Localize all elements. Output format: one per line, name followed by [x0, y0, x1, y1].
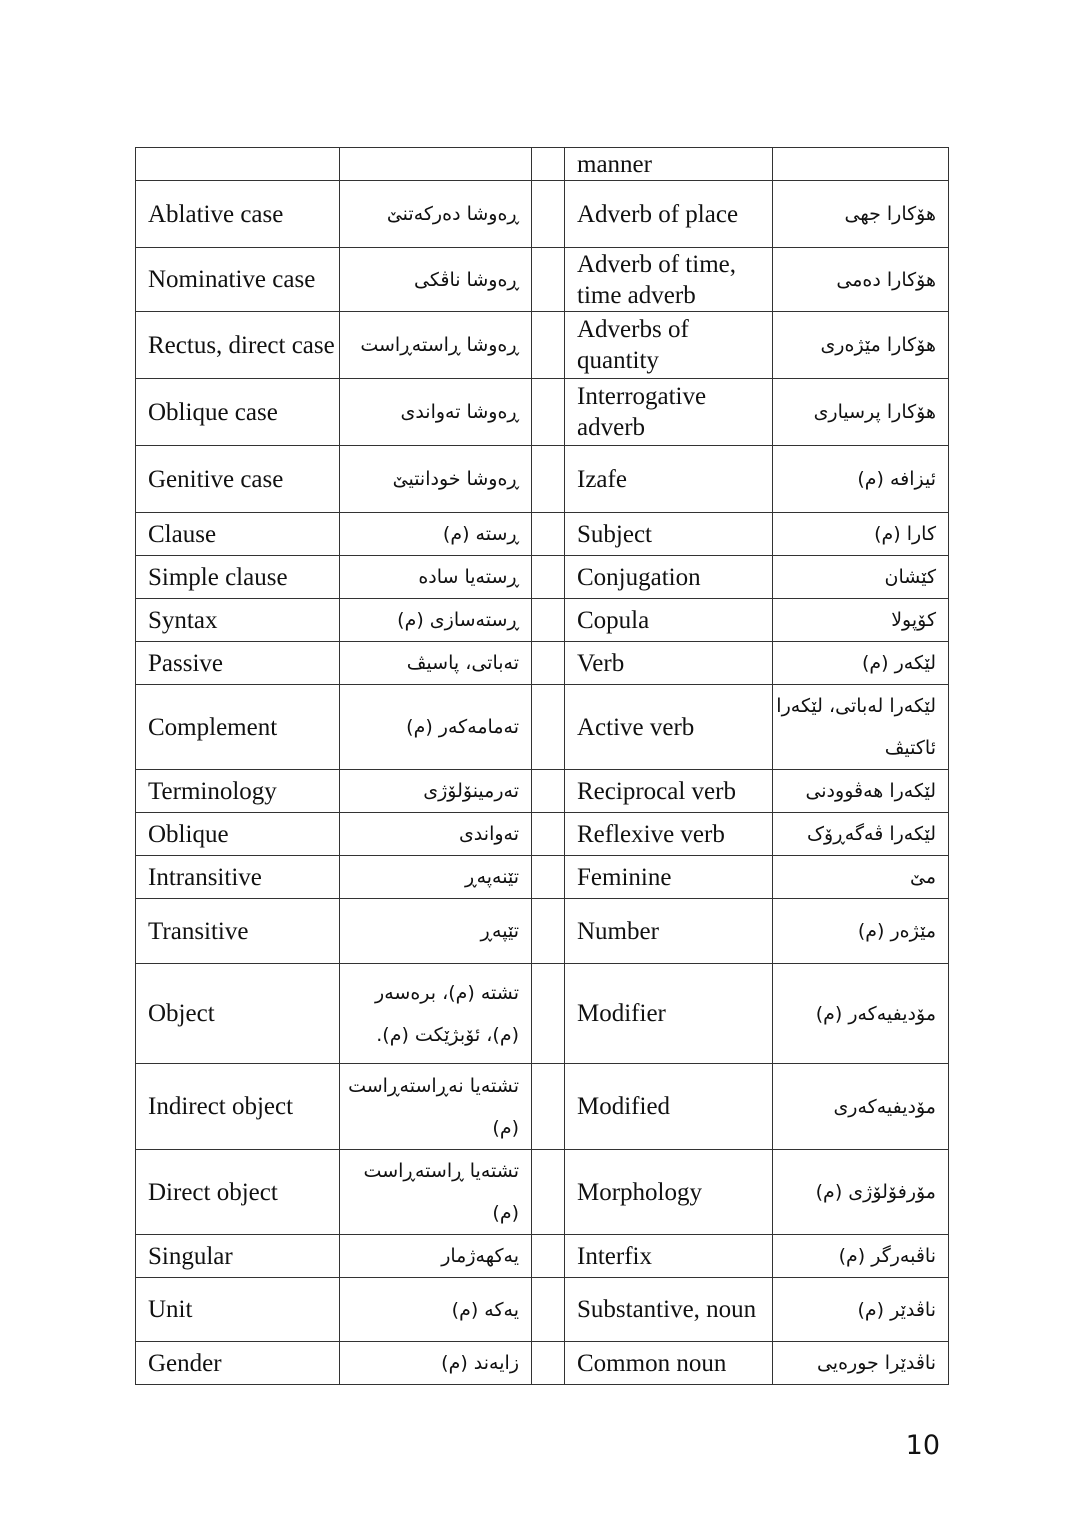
- kurdish-term: لێکەر (م): [773, 642, 949, 685]
- kurdish-term: تێنەپەڕ: [340, 856, 532, 899]
- english-term: Conjugation: [565, 556, 773, 599]
- spacer-cell: [532, 1278, 565, 1342]
- kurdish-term: ناڤبەرگر (م): [773, 1235, 949, 1278]
- kurdish-term: [340, 148, 532, 181]
- kurdish-term: تەواندی: [340, 813, 532, 856]
- english-term: Copula: [565, 599, 773, 642]
- table-row: [136, 1235, 949, 1278]
- english-term: Reciprocal verb: [565, 770, 773, 813]
- table-row: [136, 379, 949, 446]
- english-term: Syntax: [136, 599, 340, 642]
- table-row: [136, 642, 949, 685]
- kurdish-term: هۆکارا دەمی: [773, 248, 949, 312]
- english-term: Object: [136, 964, 340, 1064]
- kurdish-term: یەکهەژمار: [340, 1235, 532, 1278]
- kurdish-term: مێ: [773, 856, 949, 899]
- english-term: Modifier: [565, 964, 773, 1064]
- kurdish-term: کۆپولا: [773, 599, 949, 642]
- table-row: [136, 513, 949, 556]
- kurdish-term: ڕەوشا دەرکەتنێ: [340, 181, 532, 248]
- english-term: Transitive: [136, 899, 340, 964]
- kurdish-term: تشتە (م)، برەسەر (م)، ئۆبژێکت (م).: [340, 964, 532, 1064]
- spacer-cell: [532, 379, 565, 446]
- spacer-cell: [532, 599, 565, 642]
- spacer-cell: [532, 899, 565, 964]
- glossary-table: [135, 147, 949, 1385]
- table-row: [136, 899, 949, 964]
- kurdish-term: لێکەرا هەڤوودنی: [773, 770, 949, 813]
- kurdish-term: تەباتی، پاسیڤ: [340, 642, 532, 685]
- table-row: [136, 599, 949, 642]
- english-term: Active verb: [565, 685, 773, 770]
- kurdish-term: لێکەرا لەباتی، لێکەرا ئاکتیڤ: [773, 685, 949, 770]
- english-term: Rectus, direct case: [136, 312, 340, 379]
- spacer-cell: [532, 642, 565, 685]
- english-term: Passive: [136, 642, 340, 685]
- spacer-cell: [532, 1064, 565, 1150]
- table-row: [136, 1150, 949, 1235]
- spacer-cell: [532, 1150, 565, 1235]
- kurdish-term: هۆکارا پرسیاری: [773, 379, 949, 446]
- english-term: Oblique case: [136, 379, 340, 446]
- kurdish-term: هۆکارا جهی: [773, 181, 949, 248]
- english-term: Adverb of time, time adverb: [565, 248, 773, 312]
- english-term: Singular: [136, 1235, 340, 1278]
- english-term: Feminine: [565, 856, 773, 899]
- english-term: Indirect object: [136, 1064, 340, 1150]
- kurdish-term: مۆرفۆلۆژی (م): [773, 1150, 949, 1235]
- kurdish-term: ڕەوشا ناڤکی: [340, 248, 532, 312]
- kurdish-term: کارا (م): [773, 513, 949, 556]
- table-row: [136, 181, 949, 248]
- kurdish-term: ناڤدێر (م): [773, 1278, 949, 1342]
- kurdish-term: لێکەرا ڤەگەڕۆک: [773, 813, 949, 856]
- english-term: Terminology: [136, 770, 340, 813]
- kurdish-term: ڕستەسازی (م): [340, 599, 532, 642]
- english-term: Genitive case: [136, 446, 340, 513]
- english-term: Gender: [136, 1342, 340, 1385]
- spacer-cell: [532, 813, 565, 856]
- page-number: 10: [905, 1430, 940, 1461]
- spacer-cell: [532, 556, 565, 599]
- english-term: Interfix: [565, 1235, 773, 1278]
- kurdish-term: ڕەوشا خودانتیێ: [340, 446, 532, 513]
- table-row: [136, 964, 949, 1064]
- spacer-cell: [532, 446, 565, 513]
- english-term: Adverb of place: [565, 181, 773, 248]
- kurdish-term: ڕستەیا سادە: [340, 556, 532, 599]
- kurdish-term: ناڤدێرا جورەیی: [773, 1342, 949, 1385]
- kurdish-term: مۆدیفیەکەر (م): [773, 964, 949, 1064]
- table-row: [136, 1278, 949, 1342]
- english-term: Reflexive verb: [565, 813, 773, 856]
- english-term: Intransitive: [136, 856, 340, 899]
- english-term: Izafe: [565, 446, 773, 513]
- english-term: Morphology: [565, 1150, 773, 1235]
- spacer-cell: [532, 856, 565, 899]
- english-term: Complement: [136, 685, 340, 770]
- english-term: Simple clause: [136, 556, 340, 599]
- spacer-cell: [532, 181, 565, 248]
- kurdish-term: هۆکارا مێژەری: [773, 312, 949, 379]
- spacer-cell: [532, 312, 565, 379]
- kurdish-term: ئیزافە (م): [773, 446, 949, 513]
- kurdish-term: تەرمینۆلۆژی: [340, 770, 532, 813]
- table-row: [136, 813, 949, 856]
- kurdish-term: ڕستە (م): [340, 513, 532, 556]
- english-term: Common noun: [565, 1342, 773, 1385]
- table-row: [136, 312, 949, 379]
- table-row: [136, 1342, 949, 1385]
- kurdish-term: تشتەیا نەڕاستەڕاست (م): [340, 1064, 532, 1150]
- kurdish-term: تێپەڕ: [340, 899, 532, 964]
- english-term: Interrogative adverb: [565, 379, 773, 446]
- spacer-cell: [532, 148, 565, 181]
- english-term: Verb: [565, 642, 773, 685]
- spacer-cell: [532, 513, 565, 556]
- kurdish-term: مۆدیفیەکەری: [773, 1064, 949, 1150]
- english-term: Modified: [565, 1064, 773, 1150]
- english-term: Adverbs of quantity: [565, 312, 773, 379]
- spacer-cell: [532, 685, 565, 770]
- kurdish-term: ڕەوشا تەواندی: [340, 379, 532, 446]
- english-term: Direct object: [136, 1150, 340, 1235]
- table-row: [136, 1064, 949, 1150]
- table-row: [136, 446, 949, 513]
- spacer-cell: [532, 1235, 565, 1278]
- kurdish-term: کێشان: [773, 556, 949, 599]
- english-term: Oblique: [136, 813, 340, 856]
- kurdish-term: [773, 148, 949, 181]
- kurdish-term: زایەند (م): [340, 1342, 532, 1385]
- table-row: [136, 148, 949, 181]
- table-row: [136, 248, 949, 312]
- table-row: [136, 685, 949, 770]
- kurdish-term: ڕەوشا ڕاستەڕاست: [340, 312, 532, 379]
- spacer-cell: [532, 248, 565, 312]
- spacer-cell: [532, 770, 565, 813]
- english-term: Ablative case: [136, 181, 340, 248]
- english-term: Subject: [565, 513, 773, 556]
- english-term: manner: [565, 148, 773, 181]
- kurdish-term: مێژەر (م): [773, 899, 949, 964]
- kurdish-term: تەمامەکەر (م): [340, 685, 532, 770]
- table-row: [136, 856, 949, 899]
- english-term: Nominative case: [136, 248, 340, 312]
- english-term: Clause: [136, 513, 340, 556]
- english-term: Substantive, noun: [565, 1278, 773, 1342]
- spacer-cell: [532, 964, 565, 1064]
- kurdish-term: یەکە (م): [340, 1278, 532, 1342]
- english-term: Number: [565, 899, 773, 964]
- table-row: [136, 770, 949, 813]
- english-term: Unit: [136, 1278, 340, 1342]
- english-term: [136, 148, 340, 181]
- kurdish-term: تشتەیا ڕاستەڕاست (م): [340, 1150, 532, 1235]
- table-row: [136, 556, 949, 599]
- spacer-cell: [532, 1342, 565, 1385]
